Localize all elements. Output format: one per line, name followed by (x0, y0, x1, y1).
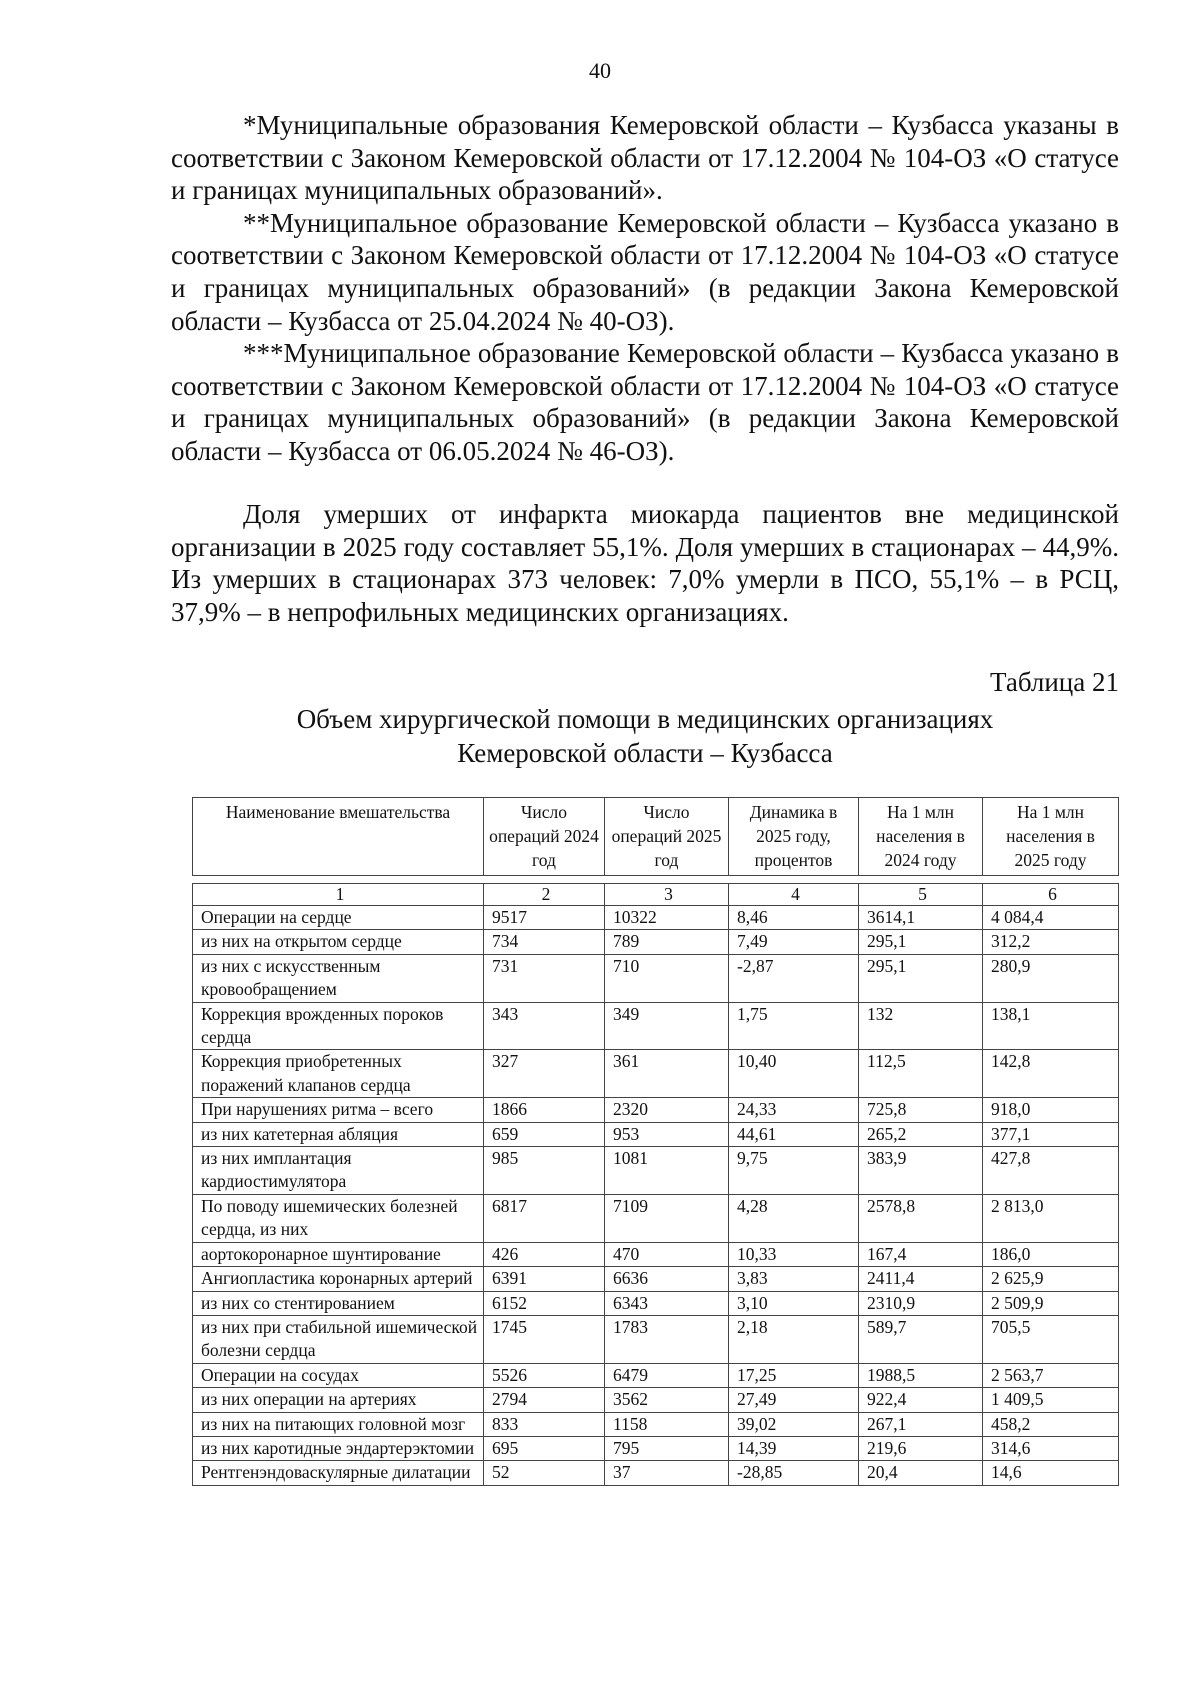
cell-ops-2025: 6343 (605, 1291, 729, 1315)
cell-per-million-2024: 267,1 (859, 1412, 983, 1436)
cell-dynamics: 17,25 (729, 1363, 859, 1387)
cell-row-name: При нарушениях ритма – всего (193, 1098, 484, 1122)
cell-ops-2024: 2794 (484, 1388, 605, 1412)
cell-row-name: Операции на сердце (193, 906, 484, 930)
cell-row-name: из них на питающих головной мозг (193, 1412, 484, 1436)
cell-dynamics: 27,49 (729, 1388, 859, 1412)
table-row (193, 1242, 1119, 1266)
cell-dynamics: 8,46 (729, 906, 859, 930)
cell-ops-2025: 6636 (605, 1267, 729, 1291)
cell-ops-2025: 795 (605, 1436, 729, 1460)
cell-dynamics: 3,83 (729, 1267, 859, 1291)
cell-ops-2024: 1866 (484, 1098, 605, 1122)
summary-paragraph: Доля умерших от инфаркта миокарда пациентов вне медицинской организации в 2025 году составляет 55,1%. Доля умерших в стационарах – 44,9%. Из умерших в стационарах 373 человек: 7,0% умерли в ПСО, 55,1% – в РСЦ, 37,9% – в непрофильных медицинских организациях. (171, 499, 1119, 627)
cell-per-million-2024: 295,1 (859, 954, 983, 1002)
table-row (193, 1388, 1119, 1412)
cell-row-name: Ангиопластика коронарных артерий (193, 1267, 484, 1291)
cell-ops-2025: 361 (605, 1050, 729, 1098)
cell-per-million-2025: 314,6 (983, 1436, 1119, 1460)
cell-row-name: Коррекция приобретенных поражений клапанов сердца (193, 1050, 484, 1098)
table-row (193, 1267, 1119, 1291)
table-title (0, 702, 1200, 770)
cell-per-million-2025: 2 509,9 (983, 1291, 1119, 1315)
cell-ops-2024: 985 (484, 1147, 605, 1195)
cell-per-million-2024: 383,9 (859, 1147, 983, 1195)
column-number: 6 (983, 884, 1119, 906)
cell-per-million-2025: 138,1 (983, 1002, 1119, 1050)
page-number: 40 (589, 58, 611, 83)
header-name: Наименование вмешательства (193, 798, 484, 876)
cell-per-million-2025: 427,8 (983, 1147, 1119, 1195)
cell-ops-2025: 710 (605, 954, 729, 1002)
cell-ops-2025: 10322 (605, 906, 729, 930)
cell-per-million-2025: 312,2 (983, 930, 1119, 954)
cell-per-million-2025: 2 813,0 (983, 1194, 1119, 1242)
cell-ops-2025: 1158 (605, 1412, 729, 1436)
cell-row-name: из них каротидные эндартерэктомии (193, 1436, 484, 1460)
cell-per-million-2025: 14,6 (983, 1461, 1119, 1485)
cell-dynamics: 4,28 (729, 1194, 859, 1242)
summary-block (171, 498, 1119, 628)
cell-row-name: из них при стабильной ишемической болезни сердца (193, 1315, 484, 1363)
column-number: 1 (193, 884, 484, 906)
cell-dynamics: -2,87 (729, 954, 859, 1002)
cell-row-name: из них имплантация кардиостимулятора (193, 1147, 484, 1195)
cell-per-million-2024: 167,4 (859, 1242, 983, 1266)
header-ops-2025: Число операций 2025 год (605, 798, 729, 876)
cell-ops-2025: 1783 (605, 1315, 729, 1363)
surgery-table (192, 797, 1119, 1486)
table-header-row (193, 798, 1119, 876)
cell-per-million-2025: 1 409,5 (983, 1388, 1119, 1412)
header-per-million-2024: На 1 млн населения в 2024 году (859, 798, 983, 876)
cell-ops-2025: 953 (605, 1122, 729, 1146)
header-per-million-2025: На 1 млн населения в 2025 году (983, 798, 1119, 876)
column-number: 4 (729, 884, 859, 906)
column-number: 5 (859, 884, 983, 906)
cell-ops-2024: 426 (484, 1242, 605, 1266)
table-row (193, 1002, 1119, 1050)
cell-row-name: из них со стентированием (193, 1291, 484, 1315)
cell-ops-2025: 6479 (605, 1363, 729, 1387)
cell-per-million-2025: 4 084,4 (983, 906, 1119, 930)
cell-row-name: Операции на сосудах (193, 1363, 484, 1387)
cell-ops-2024: 327 (484, 1050, 605, 1098)
table-caption: Таблица 21 (990, 667, 1119, 697)
table-title-line-2: Кемеровской области – Кузбасса (457, 738, 833, 768)
table-row (193, 1147, 1119, 1195)
cell-per-million-2024: 2578,8 (859, 1194, 983, 1242)
cell-ops-2024: 6391 (484, 1267, 605, 1291)
cell-row-name: из них катетерная абляция (193, 1122, 484, 1146)
cell-per-million-2025: 280,9 (983, 954, 1119, 1002)
cell-ops-2024: 9517 (484, 906, 605, 930)
table-row (193, 1363, 1119, 1387)
cell-ops-2025: 37 (605, 1461, 729, 1485)
cell-per-million-2024: 922,4 (859, 1388, 983, 1412)
cell-row-name: аортокоронарное шунтирование (193, 1242, 484, 1266)
cell-row-name: По поводу ишемических болезней сердца, из них (193, 1194, 484, 1242)
cell-dynamics: 14,39 (729, 1436, 859, 1460)
cell-ops-2025: 7109 (605, 1194, 729, 1242)
surgery-table-wrapper (192, 797, 1118, 1486)
cell-per-million-2024: 295,1 (859, 930, 983, 954)
cell-per-million-2025: 918,0 (983, 1098, 1119, 1122)
cell-dynamics: 1,75 (729, 1002, 859, 1050)
cell-per-million-2024: 589,7 (859, 1315, 983, 1363)
cell-ops-2024: 1745 (484, 1315, 605, 1363)
cell-row-name: Коррекция врожденных пороков сердца (193, 1002, 484, 1050)
header-ops-2024: Число операций 2024 год (484, 798, 605, 876)
cell-ops-2024: 734 (484, 930, 605, 954)
cell-per-million-2024: 132 (859, 1002, 983, 1050)
cell-dynamics: 3,10 (729, 1291, 859, 1315)
cell-row-name: из них на открытом сердце (193, 930, 484, 954)
column-number: 3 (605, 884, 729, 906)
table-row (193, 906, 1119, 930)
table-row (193, 1050, 1119, 1098)
table-row (193, 1315, 1119, 1363)
cell-dynamics: 10,40 (729, 1050, 859, 1098)
cell-per-million-2024: 20,4 (859, 1461, 983, 1485)
cell-dynamics: 2,18 (729, 1315, 859, 1363)
cell-per-million-2024: 3614,1 (859, 906, 983, 930)
cell-per-million-2024: 725,8 (859, 1098, 983, 1122)
cell-per-million-2025: 2 563,7 (983, 1363, 1119, 1387)
cell-ops-2025: 349 (605, 1002, 729, 1050)
cell-ops-2024: 695 (484, 1436, 605, 1460)
cell-ops-2025: 3562 (605, 1388, 729, 1412)
cell-dynamics: 10,33 (729, 1242, 859, 1266)
cell-dynamics: 39,02 (729, 1412, 859, 1436)
cell-row-name: из них операции на артериях (193, 1388, 484, 1412)
cell-per-million-2025: 705,5 (983, 1315, 1119, 1363)
table-row (193, 1194, 1119, 1242)
table-body (193, 876, 1119, 1486)
cell-per-million-2025: 186,0 (983, 1242, 1119, 1266)
cell-dynamics: 24,33 (729, 1098, 859, 1122)
table-spacer (193, 876, 1119, 884)
cell-ops-2025: 789 (605, 930, 729, 954)
cell-ops-2024: 52 (484, 1461, 605, 1485)
cell-ops-2024: 343 (484, 1002, 605, 1050)
cell-ops-2024: 6817 (484, 1194, 605, 1242)
footnote-2: **Муниципальное образование Кемеровской области – Кузбасса указано в соответствии с Законом Кемеровской области от 17.12.2004 № 104-ОЗ «О статусе и границах муниципальных образований» (в редакции Закона Кемеровской области – Кузбасса от 25.04.2024 № 40-ОЗ). (171, 207, 1119, 336)
table-row (193, 954, 1119, 1002)
table-row (193, 1291, 1119, 1315)
table-title-line-1: Объем хирургической помощи в медицинских организациях (296, 704, 994, 734)
cell-per-million-2025: 377,1 (983, 1122, 1119, 1146)
cell-dynamics: 44,61 (729, 1122, 859, 1146)
footnote-3: ***Муниципальное образование Кемеровской области – Кузбасса указано в соответствии с Законом Кемеровской области от 17.12.2004 № 104-ОЗ «О статусе и границах муниципальных образований» (в редакции Закона Кемеровской области – Кузбасса от 06.05.2024 № 46-ОЗ). (171, 338, 1119, 466)
cell-ops-2024: 731 (484, 954, 605, 1002)
cell-per-million-2025: 2 625,9 (983, 1267, 1119, 1291)
cell-dynamics: 7,49 (729, 930, 859, 954)
footnotes (171, 109, 1119, 468)
table-row (193, 1461, 1119, 1485)
cell-per-million-2024: 219,6 (859, 1436, 983, 1460)
table-row (193, 1412, 1119, 1436)
cell-per-million-2024: 265,2 (859, 1122, 983, 1146)
cell-ops-2024: 833 (484, 1412, 605, 1436)
cell-ops-2024: 6152 (484, 1291, 605, 1315)
cell-row-name: из них с искусственным кровообращением (193, 954, 484, 1002)
header-dynamics: Динамика в 2025 году, процентов (729, 798, 859, 876)
table-row (193, 1122, 1119, 1146)
table-row (193, 1098, 1119, 1122)
cell-ops-2025: 470 (605, 1242, 729, 1266)
cell-per-million-2024: 2310,9 (859, 1291, 983, 1315)
cell-ops-2025: 2320 (605, 1098, 729, 1122)
cell-row-name: Рентгенэндоваскулярные дилатации (193, 1461, 484, 1485)
cell-per-million-2025: 142,8 (983, 1050, 1119, 1098)
column-number: 2 (484, 884, 605, 906)
cell-dynamics: 9,75 (729, 1147, 859, 1195)
table-row (193, 1436, 1119, 1460)
footnote-1: *Муниципальные образования Кемеровской области – Кузбасса указаны в соответствии с Законом Кемеровской области от 17.12.2004 № 104-ОЗ «О статусе и границах муниципальных образований». (171, 110, 1119, 206)
cell-ops-2024: 5526 (484, 1363, 605, 1387)
cell-ops-2024: 659 (484, 1122, 605, 1146)
cell-per-million-2025: 458,2 (983, 1412, 1119, 1436)
table-row (193, 930, 1119, 954)
cell-per-million-2024: 1988,5 (859, 1363, 983, 1387)
column-number-row (193, 884, 1119, 906)
cell-per-million-2024: 112,5 (859, 1050, 983, 1098)
cell-dynamics: -28,85 (729, 1461, 859, 1485)
cell-per-million-2024: 2411,4 (859, 1267, 983, 1291)
cell-ops-2025: 1081 (605, 1147, 729, 1195)
